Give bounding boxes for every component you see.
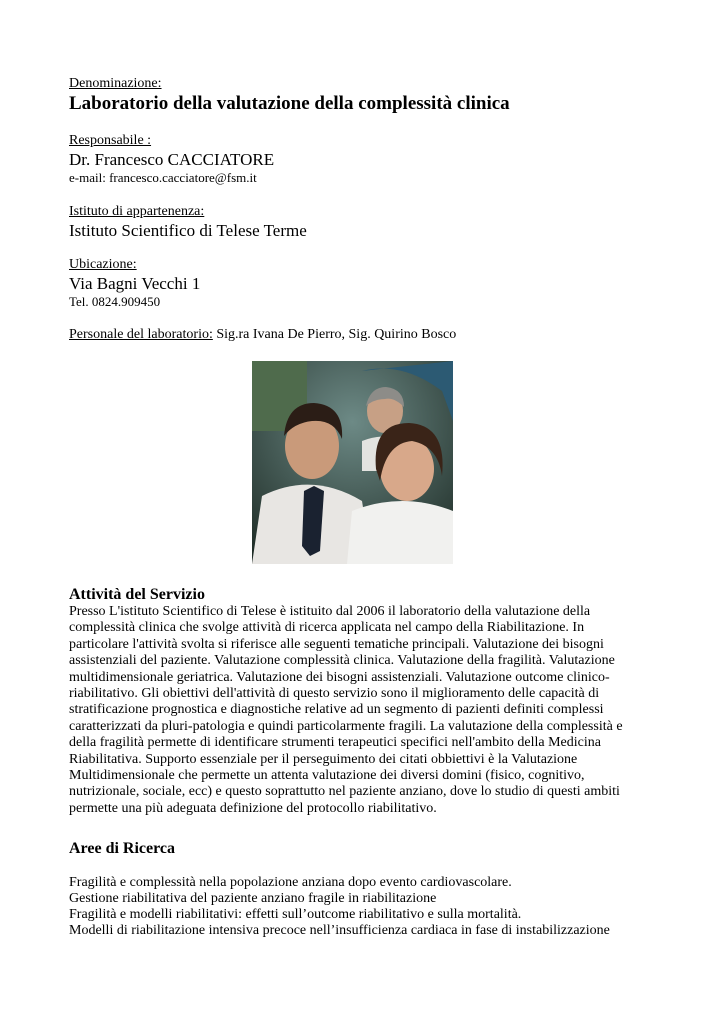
personale-label: Personale del laboratorio: bbox=[69, 327, 213, 342]
attivita-line: multidimensionale geriatrica. Valutazione dei bisogni assistenziali. Valutazione outcome clinico- bbox=[69, 669, 610, 685]
responsabile-section bbox=[69, 133, 659, 186]
aree-heading: Aree di Ricerca bbox=[69, 840, 176, 857]
attivita-line: della fragilità permette di identificare strumenti terapeutici specifici nell'ambito della Medicina bbox=[69, 735, 601, 751]
attivita-section bbox=[69, 586, 659, 817]
attivita-heading: Attività del Servizio bbox=[69, 586, 205, 603]
list-item: Fragilità e complessità nella popolazione anziana dopo evento cardiovascolare. bbox=[69, 875, 512, 890]
attivita-line: particolare l'attività svolta si riferisce alle seguenti tematiche principali. Valutazione dei bisogni bbox=[69, 636, 604, 652]
ubicazione-section bbox=[69, 257, 659, 310]
attivita-line: Riabilitativa. Supporto essenziale per il perseguimento dei citati obbiettivi è la Valutazione bbox=[69, 751, 578, 767]
personale-value: Sig.ra Ivana De Pierro, Sig. Quirino Bosco bbox=[212, 327, 457, 342]
attivita-line: assistenziali del paziente. Valutazione complessità clinica. Valutazione della fragilità. Valutazione bbox=[69, 653, 615, 669]
attivita-paragraph bbox=[69, 604, 659, 817]
responsabile-email: e-mail: francesco.cacciatore@fsm.it bbox=[69, 170, 257, 185]
aree-section bbox=[69, 840, 659, 939]
attivita-line: stratificazione prognostica e diagnostiche relative ad un segmento di pazienti definiti complessi bbox=[69, 702, 604, 718]
aree-list bbox=[69, 875, 659, 939]
attivita-line: caratterizzati da pluri-patologia e quindi particolarmente fragili. La valutazione della complessità e bbox=[69, 718, 623, 734]
istituto-label: Istituto di appartenenza: bbox=[69, 204, 205, 219]
personale-section bbox=[69, 327, 659, 343]
attivita-line: riabilitativo. Gli obiettivi dell'attività di questo servizio sono il miglioramento delle capacità di bbox=[69, 686, 600, 702]
denominazione-section bbox=[69, 76, 659, 115]
team-photo bbox=[252, 361, 453, 564]
list-item: Fragilità e modelli riabilitativi: effetti sull’outcome riabilitativo e sulla mortalità. bbox=[69, 907, 522, 922]
attivita-line: complessità clinica che svolge attività di ricerca applicata nel campo della Riabilitazione. In bbox=[69, 620, 585, 636]
lab-title: Laboratorio della valutazione della complessità clinica bbox=[69, 93, 510, 114]
attivita-line: permette una più adeguata definizione del protocollo riabilitativo. bbox=[69, 800, 437, 816]
list-item: Modelli di riabilitazione intensiva precoce nell’insufficienza cardiaca in fase di instabilizzazione bbox=[69, 923, 610, 938]
attivita-line: Multidimensionale che permette un attenta valutazione dei diversi domini (fisico, cognitivo, bbox=[69, 768, 585, 784]
ubicazione-label: Ubicazione: bbox=[69, 257, 137, 272]
responsabile-name: Dr. Francesco CACCIATORE bbox=[69, 150, 275, 169]
istituto-value: Istituto Scientifico di Telese Terme bbox=[69, 221, 307, 240]
istituto-section bbox=[69, 204, 659, 241]
ubicazione-tel: Tel. 0824.909450 bbox=[69, 294, 161, 309]
denominazione-label: Denominazione: bbox=[69, 76, 162, 91]
ubicazione-address: Via Bagni Vecchi 1 bbox=[69, 274, 201, 293]
attivita-line: Presso L'istituto Scientifico di Telese è istituito dal 2006 il laboratorio della valutazione della bbox=[69, 604, 591, 619]
attivita-line: nutrizionale, sociale, ecc) e questo soprattutto nel paziente anziano, dove lo studio di questi ambiti bbox=[69, 784, 620, 800]
responsabile-label: Responsabile : bbox=[69, 133, 152, 148]
list-item: Gestione riabilitativa del paziente anziano fragile in riabilitazione bbox=[69, 891, 437, 906]
